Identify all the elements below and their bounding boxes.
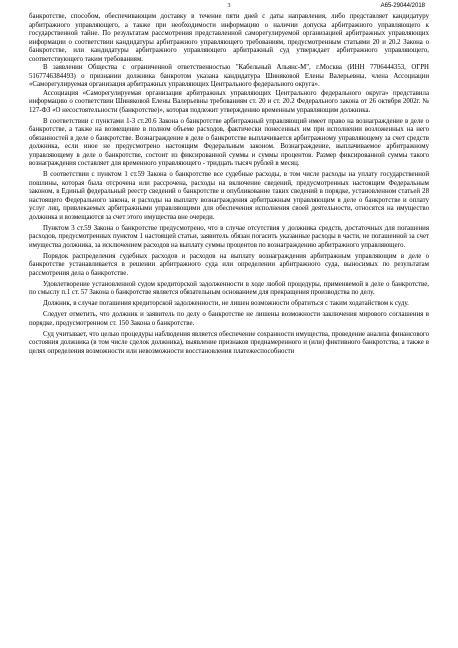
paragraph-4: В соответствии с пунктами 1-3 ст.20.6 Закона о банкротстве арбитражный управляющий имеет право на вознаграждение в деле о банкротстве, а также на возмещение в полном объеме расходов, фактически понесенных им при исполнении возложенных на него обязанностей в деле о банкротстве. Вознаграждение в деле о банкротстве выплачивается арбитражному управляющему за счет средств должника, если иное не предусмотрено настоящим Федеральным законом. Вознаграждение, выплачиваемое арбитражному управляющему в деле о банкротстве, состоит из фиксированной суммы и суммы процентов. Размер фиксированной суммы такого вознаграждения составляет для временного управляющего - тридцать тысяч рублей в месяц. xyxy=(29,117,429,167)
paragraph-6: Пунктом 3 ст.59 Закона о банкротстве предусмотрено, что в случае отсутствия у должника средств, достаточных для погашения расходов, предусмотренных пунктом 1 настоящей статьи, заявитель обязан погасить указанные расходы в части, не погашенной за счет имущества должника, за исключением расходов на выплату суммы процентов по вознаграждению арбитражного управляющего. xyxy=(29,224,429,249)
document-body xyxy=(29,13,429,356)
paragraph-3: Ассоциация «Саморегулируемая организация арбитражных управляющих Центрального федерального округа» представила информацию о соответствии Шиняковой Елены Валерьевны требованиям ст. 20 и ст. 20.2 Федерального закона от 26 октября 2002г. № 127-ФЗ «О несостоятельности (банкротстве)», которая подлежит утверждению временным управляющим должника. xyxy=(29,89,429,114)
paragraph-9: Должник, в случае погашения кредиторской задолженности, не лишен возможности обратиться с таким ходатайством к суду. xyxy=(43,300,409,307)
paragraph-7: Порядок распределения судебных расходов и расходов на выплату вознаграждения арбитражным управляющим в деле о банкротстве устанавливается в решении арбитражного суда или определении арбитражного суда, выносимых по результатам рассмотрения дела о банкротстве. xyxy=(29,252,429,277)
paragraph-5: В соответствии с пунктом 1 ст.59 Закона о банкротстве все судебные расходы, в том числе расходы на уплату государственной пошлины, которая была отсрочена или рассрочена, расходы на включение сведений, предусмотренных настоящим Федеральным законом, в Единый федеральный реестр сведений о банкротстве и опубликование таких сведений в порядке, установленном статьей 28 настоящего Федерального закона, и расходы на выплату вознаграждения арбитражным управляющим в деле о банкротстве и оплату услуг лиц, привлекаемых арбитражными управляющими для обеспечения исполнения своей деятельности, относятся на имущество должника и возмещаются за счет этого имущества вне очереди. xyxy=(29,171,429,221)
paragraph-8: Удовлетворение установленной судом кредиторской задолженности в ходе любой процедуры, применяемой в деле о банкротстве, по смыслу п.1 ст. 57 Закона о банкротстве является обязательным основанием для прекращения производства по делу. xyxy=(29,280,429,296)
paragraph-11: Суд учитывает, что целью процедуры наблюдения является обеспечение сохранности имущества, проведение анализа финансового состояния должника (в том числе сделок должника), выявление признаков преднамеренного и (или) фиктивного банкротства, а также в целях определения возможности или невозможности восстановления платежеспособности xyxy=(29,330,429,355)
case-number: А65-29044/2018 xyxy=(380,3,425,9)
paragraph-1: банкротстве, способом, обеспечивающим доставку в течение пяти дней с даты направления, либо представляет кандидатуру арбитражного управляющего, а также при необходимости информацию о наличии допуска арбитражного управляющего к государственной тайне. По результатам рассмотрения представленной саморегулируемой организацией арбитражных управляющих информации о соответствии кандидатуры арбитражного управляющего требованиям, предусмотренным статьями 20 и 20.2 Закона о банкротстве, или кандидатуры арбитражного управляющего арбитражный суд утверждает арбитражного управляющего, соответствующего таким требованиям. xyxy=(29,13,429,63)
paragraph-2: В заявлении Общества с ограниченной ответственностью "Кабельный Альянс-М", г.Москва (ИНН 7706444353, ОГРН 5167746384493) о признании должника банкротом указана кандидатура Шиняковой Елены Валерьевны, члена Ассоциации «Саморегулируемая организация арбитражных управляющих Центрального федерального округа». xyxy=(29,64,429,88)
paragraph-10: Следует отметить, что должник и заявитель по делу о банкротстве не лишены возможности заключения мирового соглашения в порядке, предусмотренном ст. 150 Закона о банкротстве. xyxy=(29,311,429,327)
page-number: 3 xyxy=(227,3,231,9)
